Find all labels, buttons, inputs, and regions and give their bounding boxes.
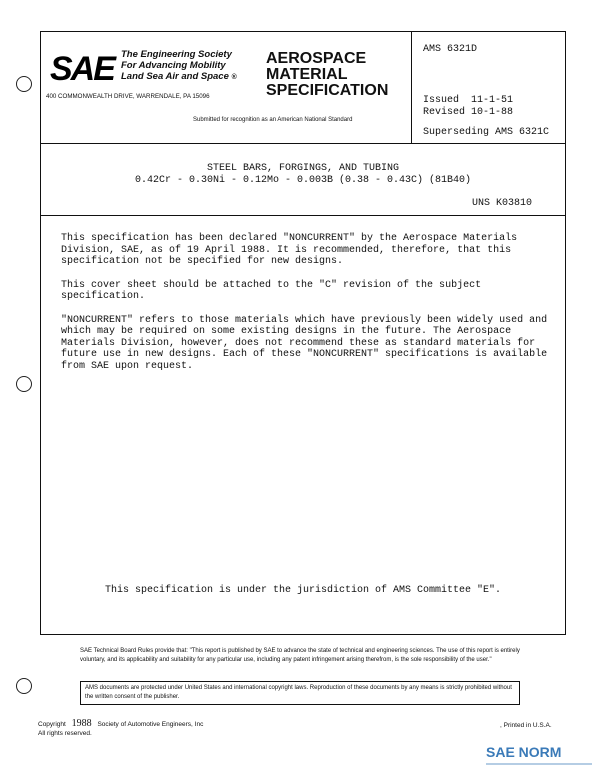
tagline-line-2: For Advancing Mobility xyxy=(121,60,226,71)
copyright xyxy=(38,719,203,738)
title-line-2: MATERIAL xyxy=(266,66,348,83)
registered-mark: ® xyxy=(231,74,237,81)
spec-title xyxy=(41,163,565,187)
sae-logo: SAE xyxy=(50,50,114,88)
body-text xyxy=(61,233,551,384)
issue-dates xyxy=(423,95,513,119)
paragraph-noncurrent-declaration: This specification has been declared "NONCURRENT" by the Aerospace Materials Division, SAE, as of 19 April 1988. It is recommended, therefore, that this specification not be specified for new designs. xyxy=(61,233,518,267)
issued-date: Issued 11-1-51 xyxy=(423,95,514,106)
paragraph-noncurrent-definition: "NONCURRENT" refers to those materials which have previously been widely used and which may be required on some existing designs in the future. The Aerospace Materials Division, however, does not recommend these as standard materials for future use in new designs. Each of these "NONCURRENT" specifications is available from SAE upon request. xyxy=(61,314,548,372)
header-divider xyxy=(41,143,565,144)
tagline-line-1: The Engineering Society xyxy=(121,49,232,60)
header-divider-vertical xyxy=(411,32,412,143)
copyright-line xyxy=(38,719,203,729)
society-tagline xyxy=(121,49,281,83)
tagline-line-3: Land Sea Air and Space ® xyxy=(121,71,237,82)
title-line-1: AEROSPACE xyxy=(266,50,367,67)
spec-title-line-1: STEEL BARS, FORGINGS, AND TUBING xyxy=(206,163,400,174)
superseding: Superseding AMS 6321C xyxy=(423,127,550,138)
ams-number: AMS 6321D xyxy=(423,44,478,55)
title-line-3: SPECIFICATION xyxy=(266,82,389,99)
punch-hole-top xyxy=(16,76,32,92)
punch-hole-bottom xyxy=(16,678,32,694)
revised-date: Revised 10-1-88 xyxy=(423,107,514,118)
technical-board-rules: SAE Technical Board Rules provide that: "This report is published by SAE to advance the state of technical and engineering sciences. The use of this report is entirely voluntary, and its applicability and suitability for any particular use, including any patent infringement arising therefrom, is the sole responsibility of the user." xyxy=(80,648,520,663)
jurisdiction-statement: This specification is under the jurisdiction of AMS Committee "E". xyxy=(104,585,502,596)
spec-title-line-2: 0.42Cr - 0.30Ni - 0.12Mo - 0.003B (0.38 - 0.43C) (81B40) xyxy=(134,175,472,186)
submitted-note: Submitted for recognition as an American National Standard xyxy=(193,117,353,123)
document-frame xyxy=(40,31,566,635)
document-type-title xyxy=(266,51,388,99)
title-divider xyxy=(41,215,565,216)
rights-reserved: All rights reserved. xyxy=(38,730,92,737)
sae-norm-watermark xyxy=(484,740,594,770)
uns-number: UNS K03810 xyxy=(471,198,532,209)
paragraph-cover-sheet: This cover sheet should be attached to the "C" revision of the subject specification. xyxy=(61,279,482,302)
copyright-notice: AMS documents are protected under United States and international copyright laws. Reproduction of these documents by any means is strictly prohibited without the written consent of the publisher. xyxy=(80,681,520,705)
copyright-label: Copyright xyxy=(38,721,66,728)
printed-in: , Printed in U.S.A. xyxy=(500,722,552,729)
watermark-text: SAE NORM xyxy=(486,744,562,760)
address: 400 COMMONWEALTH DRIVE, WARRENDALE, PA 15096 xyxy=(46,93,210,100)
copyright-year: 1988 xyxy=(71,718,92,729)
punch-hole-middle xyxy=(16,376,32,392)
copyright-owner: Society of Automotive Engineers, Inc xyxy=(97,721,204,728)
